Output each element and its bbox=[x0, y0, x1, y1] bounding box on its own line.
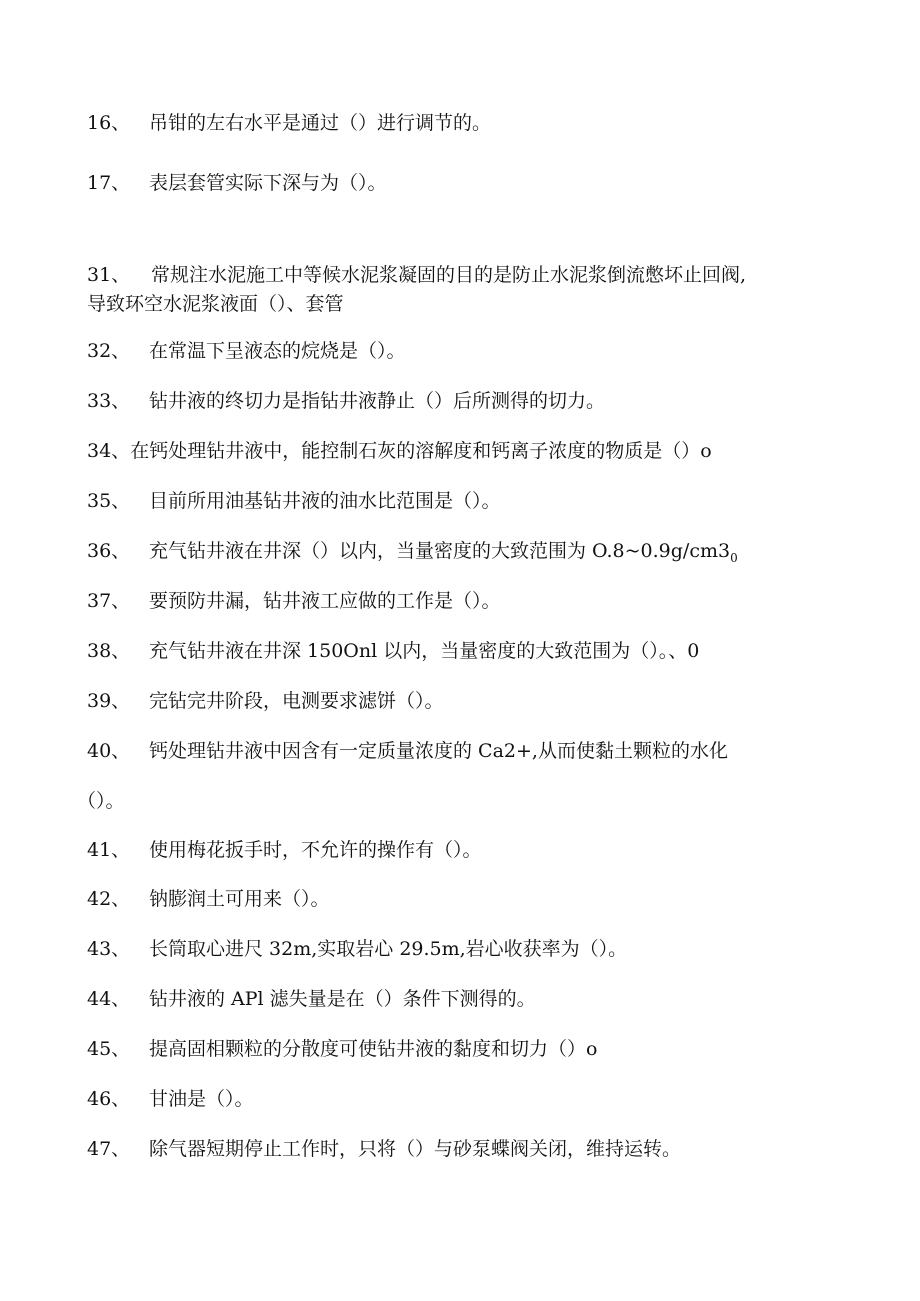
question-continuation: （）。 bbox=[77, 790, 125, 812]
question-number: 32、 bbox=[87, 340, 131, 362]
question-text: 提高固相颗粒的分散度可使钻井液的黏度和切力（）o bbox=[149, 1038, 598, 1060]
question-number: 43、 bbox=[87, 938, 131, 960]
question-40 bbox=[77, 726, 847, 826]
question-44 bbox=[87, 986, 847, 1012]
question-35 bbox=[87, 488, 847, 514]
question-number: 36、 bbox=[87, 540, 131, 562]
question-subscript: 0 bbox=[730, 550, 738, 565]
question-number: 41、 bbox=[87, 839, 131, 861]
question-text: 充气钻井液在井深（）以内，当量密度的大致范围为 O.8~0.9g∕cm3 bbox=[149, 540, 731, 562]
question-text: 完钻完井阶段，电测要求滤饼（）。 bbox=[149, 690, 444, 712]
question-number: 34、 bbox=[87, 440, 131, 462]
question-16 bbox=[87, 110, 847, 136]
question-number: 37、 bbox=[87, 590, 131, 612]
question-text: 钻井液的 APl 滤失量是在（）条件下测得的。 bbox=[149, 988, 536, 1010]
question-34 bbox=[87, 438, 847, 464]
question-text: 钻井液的终切力是指钻井液静止（）后所测得的切力。 bbox=[149, 390, 606, 412]
question-number: 45、 bbox=[87, 1038, 131, 1060]
question-text: 要预防井漏，钻井液工应做的工作是（）。 bbox=[149, 590, 501, 612]
question-number: 16、 bbox=[87, 112, 131, 134]
question-number: 17、 bbox=[87, 172, 131, 194]
question-42 bbox=[87, 886, 847, 912]
question-number: 38、 bbox=[87, 640, 131, 662]
question-continuation: 导致环空水泥浆液面（）、套管 bbox=[87, 293, 344, 315]
question-36 bbox=[87, 538, 847, 571]
question-46 bbox=[87, 1086, 847, 1112]
question-43 bbox=[87, 936, 847, 962]
question-31 bbox=[87, 261, 847, 319]
question-text: 钠膨润土可用来（）。 bbox=[149, 888, 330, 910]
question-text: 充气钻井液在井深 150Onl 以内，当量密度的大致范围为（）。、0 bbox=[149, 640, 700, 662]
question-number: 42、 bbox=[87, 888, 131, 910]
question-number: 31、 bbox=[87, 264, 131, 286]
question-text: 在钙处理钻井液中，能控制石灰的溶解度和钙离子浓度的物质是（）o bbox=[130, 440, 712, 462]
question-text: 常规注水泥施工中等候水泥浆凝固的目的是防止水泥浆倒流憋坏止回阀, bbox=[151, 264, 747, 286]
question-number: 35、 bbox=[87, 490, 131, 512]
question-number: 33、 bbox=[87, 390, 131, 412]
question-text: 长筒取心进尺 32m,实取岩心 29.5m,岩心收获率为（）。 bbox=[149, 938, 628, 960]
question-text: 表层套管实际下深与为（）。 bbox=[149, 172, 387, 194]
question-47 bbox=[87, 1136, 847, 1162]
question-text: 目前所用油基钻井液的油水比范围是（）。 bbox=[149, 490, 501, 512]
question-37 bbox=[87, 588, 847, 614]
question-17 bbox=[87, 170, 847, 196]
question-33 bbox=[87, 388, 847, 414]
question-text: 在常温下呈液态的烷烧是（）。 bbox=[149, 340, 406, 362]
question-number: 39、 bbox=[87, 690, 131, 712]
question-41 bbox=[87, 837, 847, 863]
question-text: 钙处理钻井液中因含有一定质量浓度的 Ca2+,从而使黏土颗粒的水化 bbox=[149, 740, 728, 762]
question-number: 46、 bbox=[87, 1088, 131, 1110]
question-number: 40、 bbox=[87, 740, 131, 762]
question-38 bbox=[87, 638, 847, 664]
question-number: 47、 bbox=[87, 1138, 131, 1160]
question-number: 44、 bbox=[87, 988, 131, 1010]
question-text: 除气器短期停止工作时，只将（）与砂泵蝶阀关闭，维持运转。 bbox=[149, 1138, 682, 1160]
question-text: 甘油是（）。 bbox=[149, 1088, 254, 1110]
question-45 bbox=[87, 1036, 847, 1062]
question-text: 吊钳的左右水平是通过（）进行调节的。 bbox=[149, 112, 492, 134]
question-32 bbox=[87, 338, 847, 364]
question-39 bbox=[87, 688, 847, 714]
question-text: 使用梅花扳手时，不允许的操作有（）。 bbox=[149, 839, 482, 861]
